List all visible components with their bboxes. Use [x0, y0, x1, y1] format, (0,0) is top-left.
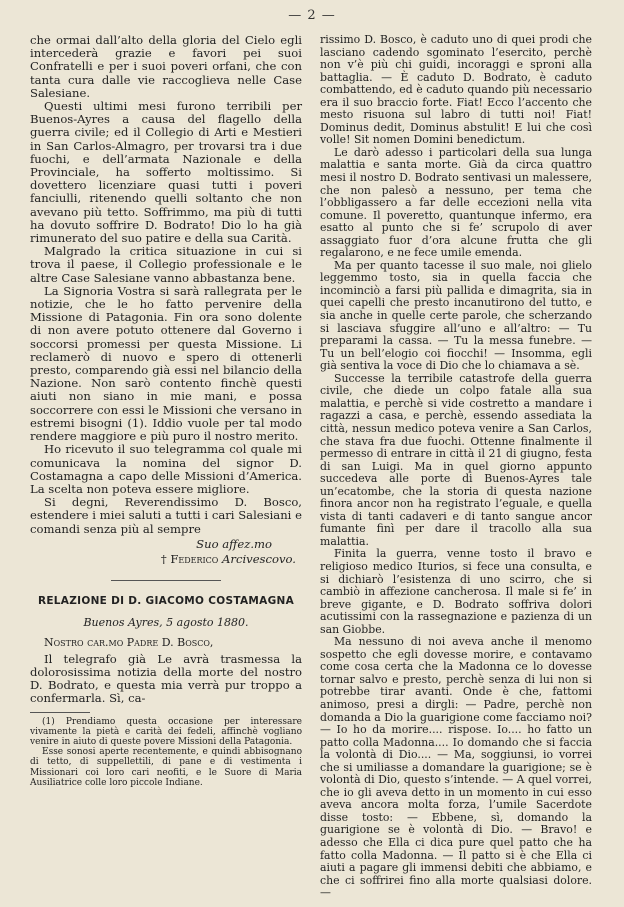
cross-symbol: †: [160, 551, 171, 566]
paragraph: che ormai dall’alto della gloria del Cielo egli intercederà grazie e favori pei suoi Confratelli e per i suoi poveri orfani, che con tanta cura dalle vie raccoglieva nelle Case Salesiane.: [30, 33, 302, 100]
section-divider: [111, 580, 221, 581]
dateline: Buenos Ayres, 5 agosto 1880.: [83, 616, 249, 630]
right-column: [320, 34, 592, 900]
footnote-paragraph: Esse sonosi aperte recentemente, e quindi abbisognano di tetto, di suppellettili, di pane e di vestimenta i Missionari coi loro cari neofiti, e le Suore di Maria Ausiliatrice colle loro piccole Indiane.: [30, 747, 302, 788]
signature-first-name: Federico: [170, 551, 219, 566]
paragraph: Si degni, Reverendissimo D. Bosco, estendere i miei saluti a tutti i cari Salesiani e comandi senza più al sempre: [30, 495, 302, 536]
signature-title: Arcivescovo.: [222, 551, 296, 566]
paragraph: Malgrado la critica situazione in cui si trova il paese, il Collegio professionale e le altre Case Salesiane vanno abbastanza bene.: [30, 244, 302, 285]
section-heading: RELAZIONE DI D. GIACOMO COSTAMAGNA: [37, 595, 295, 608]
footnote-paragraph: (1) Prendiamo questa occasione per interessare vivamente la pietà e carità dei fedeli, affinchè vogliano venire in aiuto di queste povere Missioni della Patagonia.: [30, 716, 302, 747]
paragraph: Finita la guerra, venne tosto il bravo e religioso medico Iturios, si fece una consulta, e si dichiarò l’esistenza di uno scirro, che si cambiò in affezione cancherosa. Il male si fe’ in breve gigante, e D. Bodrato soffriva dolori acutissimi con la rassegnazione e pazienza di un san Giobbe.: [320, 547, 592, 636]
left-column: [30, 34, 302, 788]
paragraph: Il telegrafo già Le avrà trasmessa la dolorosissima notizia della morte del nostro D. Bodrato, e questa mia verrà pur troppo a confermarla. Sì, ca-: [30, 651, 302, 706]
page-number: — 2 —: [288, 8, 336, 23]
paragraph: Questi ultimi mesi furono terribili per Buenos-Ayres a causa del flagello della guerra civile; ed il Collegio di Arti e Mestieri in San Carlos-Almagro, per trovarsi tra i due fuochi, e dell’armata Nazionale e della Provinciale, ha sofferto moltissimo. Si dovettero licenziare quasi tutti i poveri fanciulli, ritenendo quelli soltanto che non avevano più tetto. Soffrimmo, ma più di tutti ha dovuto soffrire D. Bodrato! Dio lo ha già rimunerato del suo patire e della sua Carità.: [30, 99, 302, 246]
footnote-divider: [30, 712, 90, 713]
signature-name: [30, 553, 296, 566]
paragraph: Le darò adesso i particolari della sua lunga malattia e santa morte. Già da circa quattro mesi il nostro D. Bodrato sentivasi un malessere, che non palesò a nessuno, per tema che l’obbligassero a far delle eccezioni nella vita comune. Il poveretto, quantunque infermo, era esatto al punto che si fe’ scrupolo di aver assaggiato fuor d’ora alcune frutta che gli regalarono, e ne fece umile emenda.: [320, 145, 592, 260]
signature-closing: Suo affez.mo: [196, 536, 272, 551]
salutation: Nostro car.mo Padre D. Bosco,: [44, 635, 214, 649]
paragraph: La Signoria Vostra si sarà rallegrata per le notizie, che le ho fatto pervenire della Missione di Patagonia. Fin ora sono dolente di non avere potuto ottenere dal Governo i soccorsi promessi per questa Missione. Li reclamerò di nuovo e spero di ottenerli presto, comparendo già essi nel bilancio della Nazione. Non sarò contento finchè questi aiuti non siano in mie mani, e possa soccorrere con essi le Missioni che versano in estremi bisogni (1). Iddio vuole per tal modo rendere maggiore e più puro il nostro merito.: [30, 283, 302, 444]
paragraph: Successe la terribile catastrofe della guerra civile, che diede un colpo fatale alla sua malattia, e perchè si vide costretto a mandare i ragazzi a casa, e perchè, essendo assediata la città, nessun medico poteva venire a San Carlos, che stava fra due fuochi. Ottenne finalmente il permesso di entrare in città il 21 di giugno, festa di san Luigi. Ma in quel giorno appunto succedeva alle porte di Buenos-Ayres tale un’ecatombe, che la storia di questa nazione finora ancor non ha registrato l’eguale, e quella vista di tanti cadaveri e di tanto sangue ancor fumante finì per dare il tracollo alla sua malattia.: [320, 371, 592, 548]
paragraph: Ma nessuno di noi aveva anche il menomo sospetto che egli dovesse morire, e contavamo come cosa certa che la Madonna ce lo dovesse tornar salvo e presto, perchè senza di lui non si potrebbe tirar avanti. Onde è che, fattomi animoso, presi a dirgli: — Padre, perchè non domanda a Dio la guarigione come facciamo noi? — Io ho da morire.... rispose. Io.... ho fatto un patto colla Madonna.... Io domando che si faccia la volontà di Dio.... — Ma, soggiunsi, io vorrei che si umiliasse a domandare la guarigione; se è volontà di Dio, questo s’intende. — A quel vorrei, che io gli aveva detto in un momento in cui esso aveva ancora molta forza, l’umile Sacerdote disse tosto: — Ebbene, sì, domando la guarigione se è volontà di Dio. — Bravo! e adesso che Ella ci dica pure quel patto che ha fatto colla Madonna. — Il patto si è che Ella ci aiuti a pagare gli immensi debiti che abbiamo, e che ci soffrirei fino alla morte qualsiasi dolore. —: [320, 635, 592, 900]
paragraph: Ma per quanto tacesse il suo male, noi glielo leggemmo tosto, sia in quella faccia che incominciò a farsi più pallida e dimagrita, sia in quei capelli che presto incanutirono del tutto, e sia anche in quelle certe parole, che scherzando si lasciava sfuggire all’uno e all’altro: — Tu preparami la cassa. — Tu la messa funebre. — Tu un bell’elogio coi fiocchi! — Insomma, egli già sentiva la voce di Dio che lo chiamava a sè.: [320, 258, 592, 373]
paragraph: rissimo D. Bosco, è caduto uno di quei prodi che lasciano cadendo sgominato l’esercito, perchè non v’è più chi guidi, incoraggi e sproni alla battaglia. — È caduto D. Bodrato, è caduto combattendo, ed è caduto quando più necessario era il suo braccio forte. Fiat! Ecco l’accento che mesto risuona sul labro di tutti noi! Fiat! Dominus dedit, Dominus abstulit! E lui che così volle! Sit nomen Domini benedictum.: [320, 33, 592, 147]
paragraph: Ho ricevuto il suo telegramma col quale mi comunicava la nomina del signor D. Costamagna a capo delle Missioni d’America. La scelta non poteva essere migliore.: [30, 442, 302, 496]
footnote: [30, 717, 302, 788]
